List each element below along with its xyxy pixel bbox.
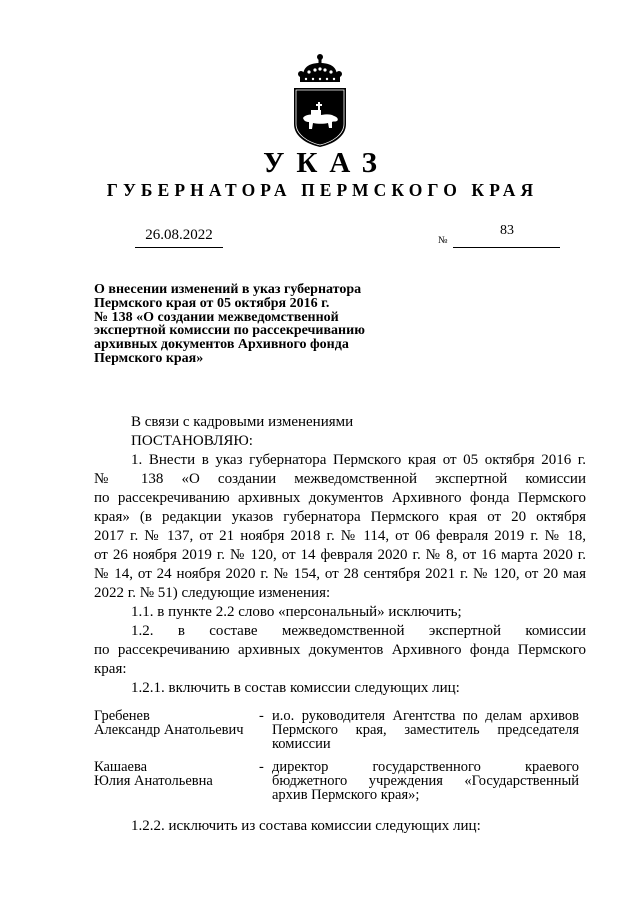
- member-given-name: Юлия Анатольевна: [94, 773, 213, 789]
- paragraph-1-line: по рассекречиванию архивных документов Архивного фонда Пермского: [94, 490, 586, 506]
- subject-line: О внесении изменений в указ губернатора: [94, 282, 362, 297]
- date-underline: [135, 247, 223, 248]
- paragraph-1-line: края» (в редакции указов губернатора Пермского края от 20 октября: [94, 509, 586, 525]
- paragraph-1-2-line: 1.2. в составе межведомственной экспертной комиссии: [131, 623, 586, 639]
- document-body: [94, 413, 586, 698]
- number-underline: [453, 247, 560, 248]
- member-name: [94, 709, 244, 737]
- document-subject: [94, 283, 424, 366]
- member-surname: Кашаева: [94, 759, 148, 775]
- number-sign: №: [438, 235, 448, 246]
- subject-line: Пермского края»: [94, 350, 204, 366]
- member-surname: Гребенев: [94, 708, 150, 724]
- paragraph-1-2-line: края:: [94, 661, 127, 677]
- member-position-line: и.о. руководителя Агентства по делам архивов: [272, 708, 579, 724]
- paragraph-1-line: 2017 г. № 137, от 21 ноября 2018 г. № 114, от 06 февраля 2019 г. № 18,: [94, 528, 586, 544]
- member-dash: -: [259, 759, 264, 775]
- subject-line: Пермского края от 05 октября 2016 г.: [94, 295, 330, 311]
- paragraph-1-line: № 14, от 24 ноября 2020 г. № 154, от 28 сентября 2021 г. № 120, от 20 мая: [94, 566, 586, 582]
- paragraph-1-line: 1. Внести в указ губернатора Пермского края от 05 октября 2016 г.: [131, 452, 586, 468]
- coat-of-arms-emblem: [291, 52, 349, 148]
- member-position-line: комиссии: [272, 736, 331, 752]
- subject-line: экспертной комиссии по рассекречиванию: [94, 323, 365, 339]
- document-subtitle: ГУБЕРНАТОРА ПЕРМСКОГО КРАЯ: [106, 180, 539, 200]
- document-title: УКАЗ: [263, 147, 389, 179]
- paragraph-1-line: № 138 «О создании межведомственной экспертной комиссии: [94, 471, 586, 487]
- member-position-line: Пермского края, заместитель председателя: [272, 722, 579, 738]
- intro-paragraph: В связи с кадровыми изменениями: [131, 414, 354, 430]
- member-position-line: директор государственного краевого: [272, 759, 579, 775]
- member-dash: -: [259, 708, 264, 724]
- member-given-name: Александр Анатольевич: [94, 722, 244, 738]
- paragraph-1-line: от 26 ноября 2019 г. № 120, от 14 февраля 2020 г. № 8, от 16 марта 2020 г.: [94, 547, 586, 563]
- decree-word: ПОСТАНОВЛЯЮ:: [131, 433, 253, 449]
- paragraph-1-2-line: по рассекречиванию архивных документов Архивного фонда Пермского: [94, 642, 586, 658]
- member-position-line: архив Пермского края»;: [272, 787, 420, 803]
- paragraph-1-line: 2022 г. № 51) следующие изменения:: [94, 585, 331, 601]
- paragraph-1-2-1: 1.2.1. включить в состав комиссии следующих лиц:: [131, 680, 460, 696]
- paragraph-1-1: 1.1. в пункте 2.2 слово «персональный» исключить;: [131, 604, 462, 620]
- document-date: 26.08.2022: [145, 227, 213, 243]
- document-number: 83: [500, 223, 514, 238]
- member-position: [272, 760, 579, 802]
- member-position-line: бюджетного учреждения «Государственный: [272, 773, 579, 789]
- paragraph-1-2-2: 1.2.2. исключить из состава комиссии следующих лиц:: [131, 818, 481, 834]
- subject-line: № 138 «О создании межведомственной: [94, 309, 339, 325]
- member-name: [94, 760, 213, 788]
- member-position: [272, 709, 579, 751]
- subject-line: архивных документов Архивного фонда: [94, 337, 349, 353]
